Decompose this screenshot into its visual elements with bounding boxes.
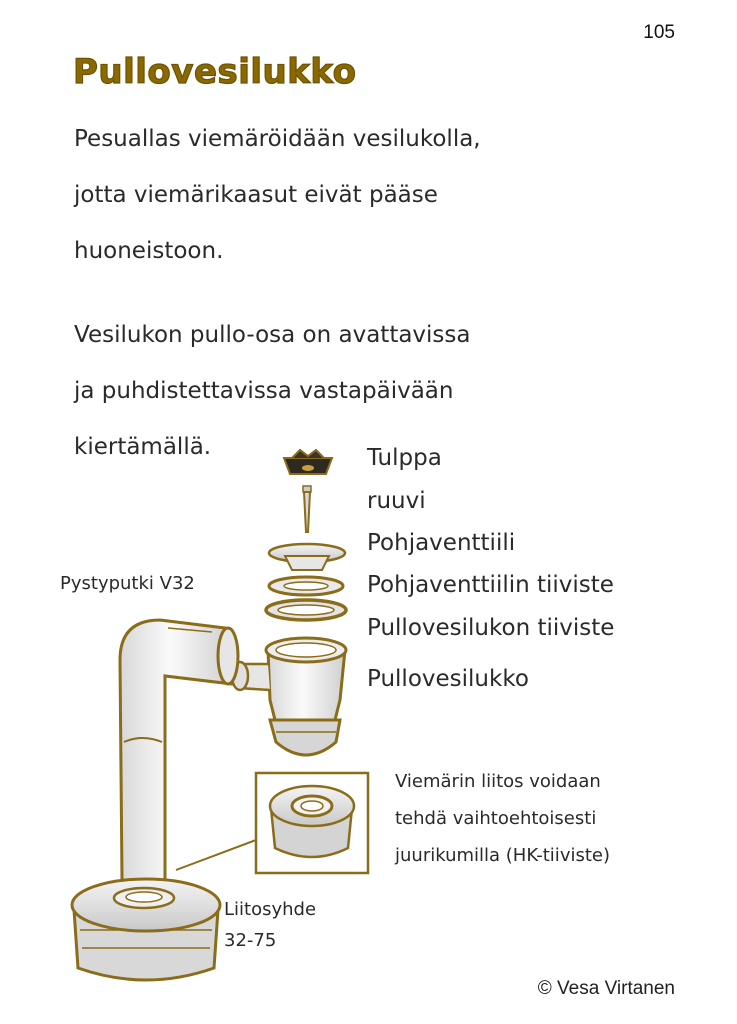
bottle-trap-icon: [232, 638, 346, 755]
paragraph-2-line-1: Vesilukon pullo-osa on avattavissa: [74, 322, 471, 348]
paragraph-1-line-1: Pesuallas viemäröidään vesilukolla,: [74, 126, 481, 152]
vertical-pipe-icon: [120, 620, 238, 880]
page-title: Pullovesilukko: [73, 52, 357, 92]
copyright: © Vesa Virtanen: [537, 978, 675, 999]
page-number: 105: [643, 22, 675, 43]
hk-gasket-icon: [270, 786, 354, 857]
paragraph-1-line-2: jotta viemärikaasut eivät pääse: [74, 182, 438, 208]
connector-label-line-2: 32-75: [224, 930, 277, 951]
note-line-3: juurikumilla (HK-tiiviste): [395, 845, 610, 866]
part-label-bottom-valve: Pohjaventtiili: [367, 530, 516, 556]
part-label-plug: Tulppa: [367, 445, 442, 471]
plug-icon: [284, 450, 332, 474]
pipe-label: Pystyputki V32: [60, 573, 195, 594]
connector-icon: [72, 879, 220, 980]
note-line-1: Viemärin liitos voidaan: [395, 771, 601, 792]
paragraph-2-line-3: kiertämällä.: [74, 434, 212, 460]
inset-box: [176, 773, 368, 873]
bottom-valve-icon: [269, 544, 345, 570]
part-label-bottle-trap: Pullovesilukko: [367, 666, 529, 692]
part-label-trap-gasket: Pullovesilukon tiiviste: [367, 615, 615, 641]
note-line-2: tehdä vaihtoehtoisesti: [395, 808, 597, 829]
part-label-screw: ruuvi: [367, 488, 426, 514]
paragraph-2-line-2: ja puhdistettavissa vastapäivään: [74, 378, 454, 404]
part-label-valve-gasket: Pohjaventtiilin tiiviste: [367, 572, 614, 598]
screw-icon: [303, 486, 311, 532]
connector-label-line-1: Liitosyhde: [224, 899, 317, 920]
paragraph-1-line-3: huoneistoon.: [74, 238, 224, 264]
